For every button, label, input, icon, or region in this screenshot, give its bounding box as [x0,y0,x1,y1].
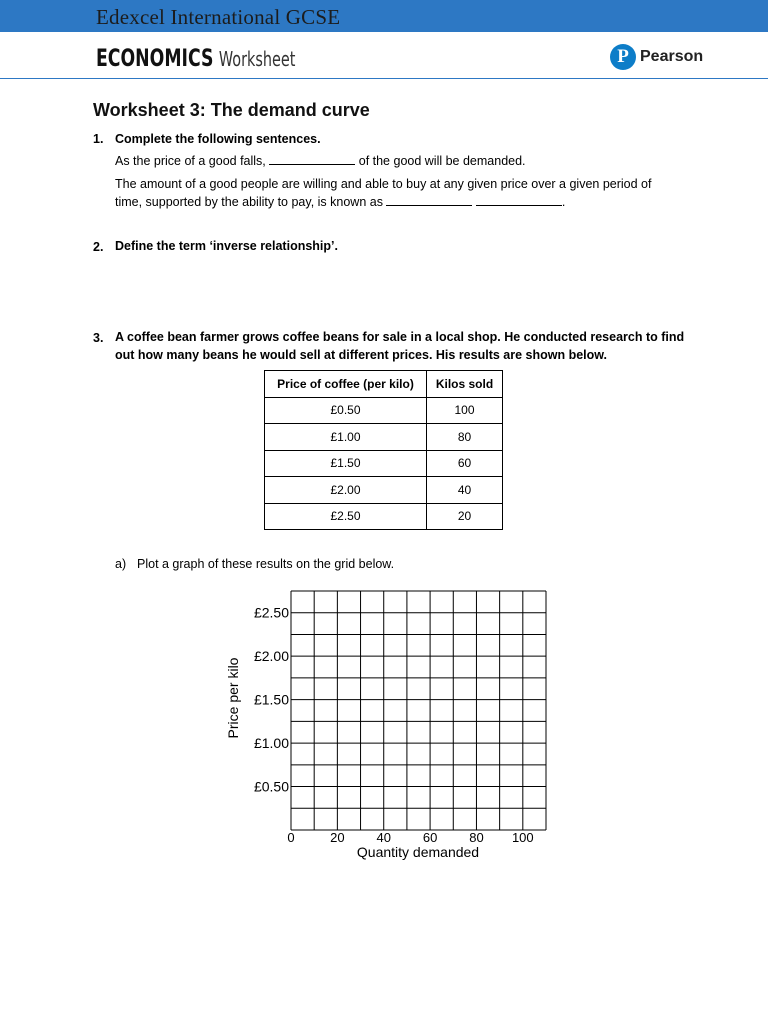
table-cell-kilos: 60 [427,450,503,477]
part-a-label: a) [115,557,127,571]
sentence-2-end: . [561,195,566,209]
question-1-number: 1. [93,132,104,146]
pearson-logo-icon: P [610,44,636,70]
y-axis-label: Price per kilo [225,657,241,739]
question-1-prompt: Complete the following sentences. [115,132,321,146]
x-axis-label: Quantity demanded [356,844,480,860]
table-header-price: Price of coffee (per kilo) [265,371,427,398]
pearson-logo-text: Pearson [640,48,704,65]
question-2-prompt: Define the term ‘inverse relationship’. [115,239,338,253]
subject-type: Worksheet [218,47,296,71]
question-3-number: 3. [93,331,104,345]
banner-title: Edexcel International GCSE [96,5,341,29]
table-cell-price: £1.00 [265,424,427,451]
table-cell-kilos: 80 [427,424,503,451]
x-tick-label: 40 [376,830,391,845]
worksheet-title: Worksheet 3: The demand curve [93,100,370,120]
table-cell-kilos: 40 [427,477,503,504]
y-tick-label: £2.00 [253,648,289,665]
x-axis-tick-labels [287,830,533,845]
x-tick-label: 20 [330,830,345,845]
table-cell-price: £2.50 [265,503,427,530]
y-axis-tick-labels [254,605,289,795]
question-3-prompt-line-2: out how many beans he would sell at different prices. His results are shown below. [115,348,608,362]
y-tick-label: £2.50 [253,604,289,621]
chart-gridlines [291,591,546,830]
question-1-sentence-2-line-1: The amount of a good people are willing and able to buy at any given price over a given period of [115,177,652,191]
y-tick-label: £0.50 [253,778,289,795]
table-cell-price: £0.50 [265,397,427,424]
subject-name: ECONOMICS [96,44,214,72]
x-tick-label: 0 [287,830,295,845]
question-2-number: 2. [93,240,104,254]
table-cell-kilos: 100 [427,397,503,424]
table-cell-price: £2.00 [265,477,427,504]
x-tick-label: 80 [469,830,484,845]
sentence-1-end: of the good will be demanded. [355,154,526,168]
part-a-text: Plot a graph of these results on the grid below. [137,557,395,571]
x-tick-label: 60 [422,830,438,845]
table-cell-kilos: 20 [427,503,503,530]
y-tick-label: £1.00 [253,735,289,752]
table-header-kilos: Kilos sold [427,371,503,398]
sentence-1-start: As the price of a good falls, [115,154,270,168]
sentence-2-start: time, supported by the ability to pay, is known as [115,195,387,209]
question-3-prompt-line-1: A coffee bean farmer grows coffee beans for sale in a local shop. He conducted research to find [115,330,685,344]
table-cell-price: £1.50 [265,450,427,477]
x-tick-label: 100 [511,830,534,845]
y-tick-label: £1.50 [253,691,289,708]
